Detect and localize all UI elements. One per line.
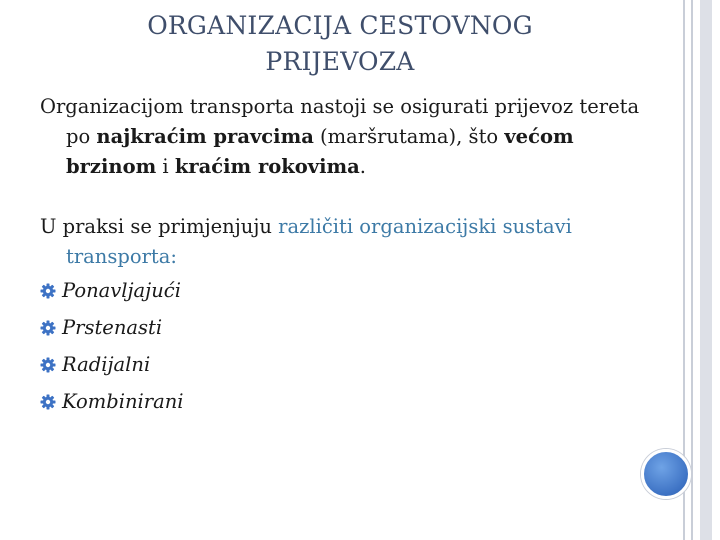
gear-icon [40,320,56,336]
decorative-line [691,0,693,540]
list-item-label: Radijalni [62,352,151,376]
slide-title [40,8,640,80]
gear-icon [40,357,56,373]
paragraph-intro [40,92,640,182]
decorative-circle-icon [641,449,691,499]
decorative-line [700,0,712,540]
list-item [40,346,640,383]
emphasis-text: kraćim rokovima [174,155,360,178]
text-run: . [359,155,366,178]
list-item [40,272,640,309]
gear-icon [40,394,56,410]
slide-title-line: PRIJEVOZA [265,47,415,76]
list-item-label: Kombinirani [62,389,184,413]
spacer [40,182,640,212]
slide-content [40,92,640,420]
list-item-label: Ponavljajući [62,278,181,302]
list-item [40,383,640,420]
text-run: i [156,155,175,178]
accent-text: različiti organizacijski sustavi transporta: [66,215,572,268]
text-run: U praksi se primjenjuju [40,215,279,238]
paragraph-systems [40,212,640,272]
slide-title-line: ORGANIZACIJA CESTOVNOG [147,11,533,40]
list-item [40,309,640,346]
text-run: Organizacijom transporta nastoji se osigurati prijevoz tereta po [40,95,640,148]
text-run: (maršrutama), što [313,125,505,148]
emphasis-text: najkraćim pravcima [96,125,314,148]
bullet-list [40,272,640,420]
list-item-label: Prstenasti [62,315,163,339]
gear-icon [40,283,56,299]
emphasis-text: većom brzinom [66,125,574,178]
